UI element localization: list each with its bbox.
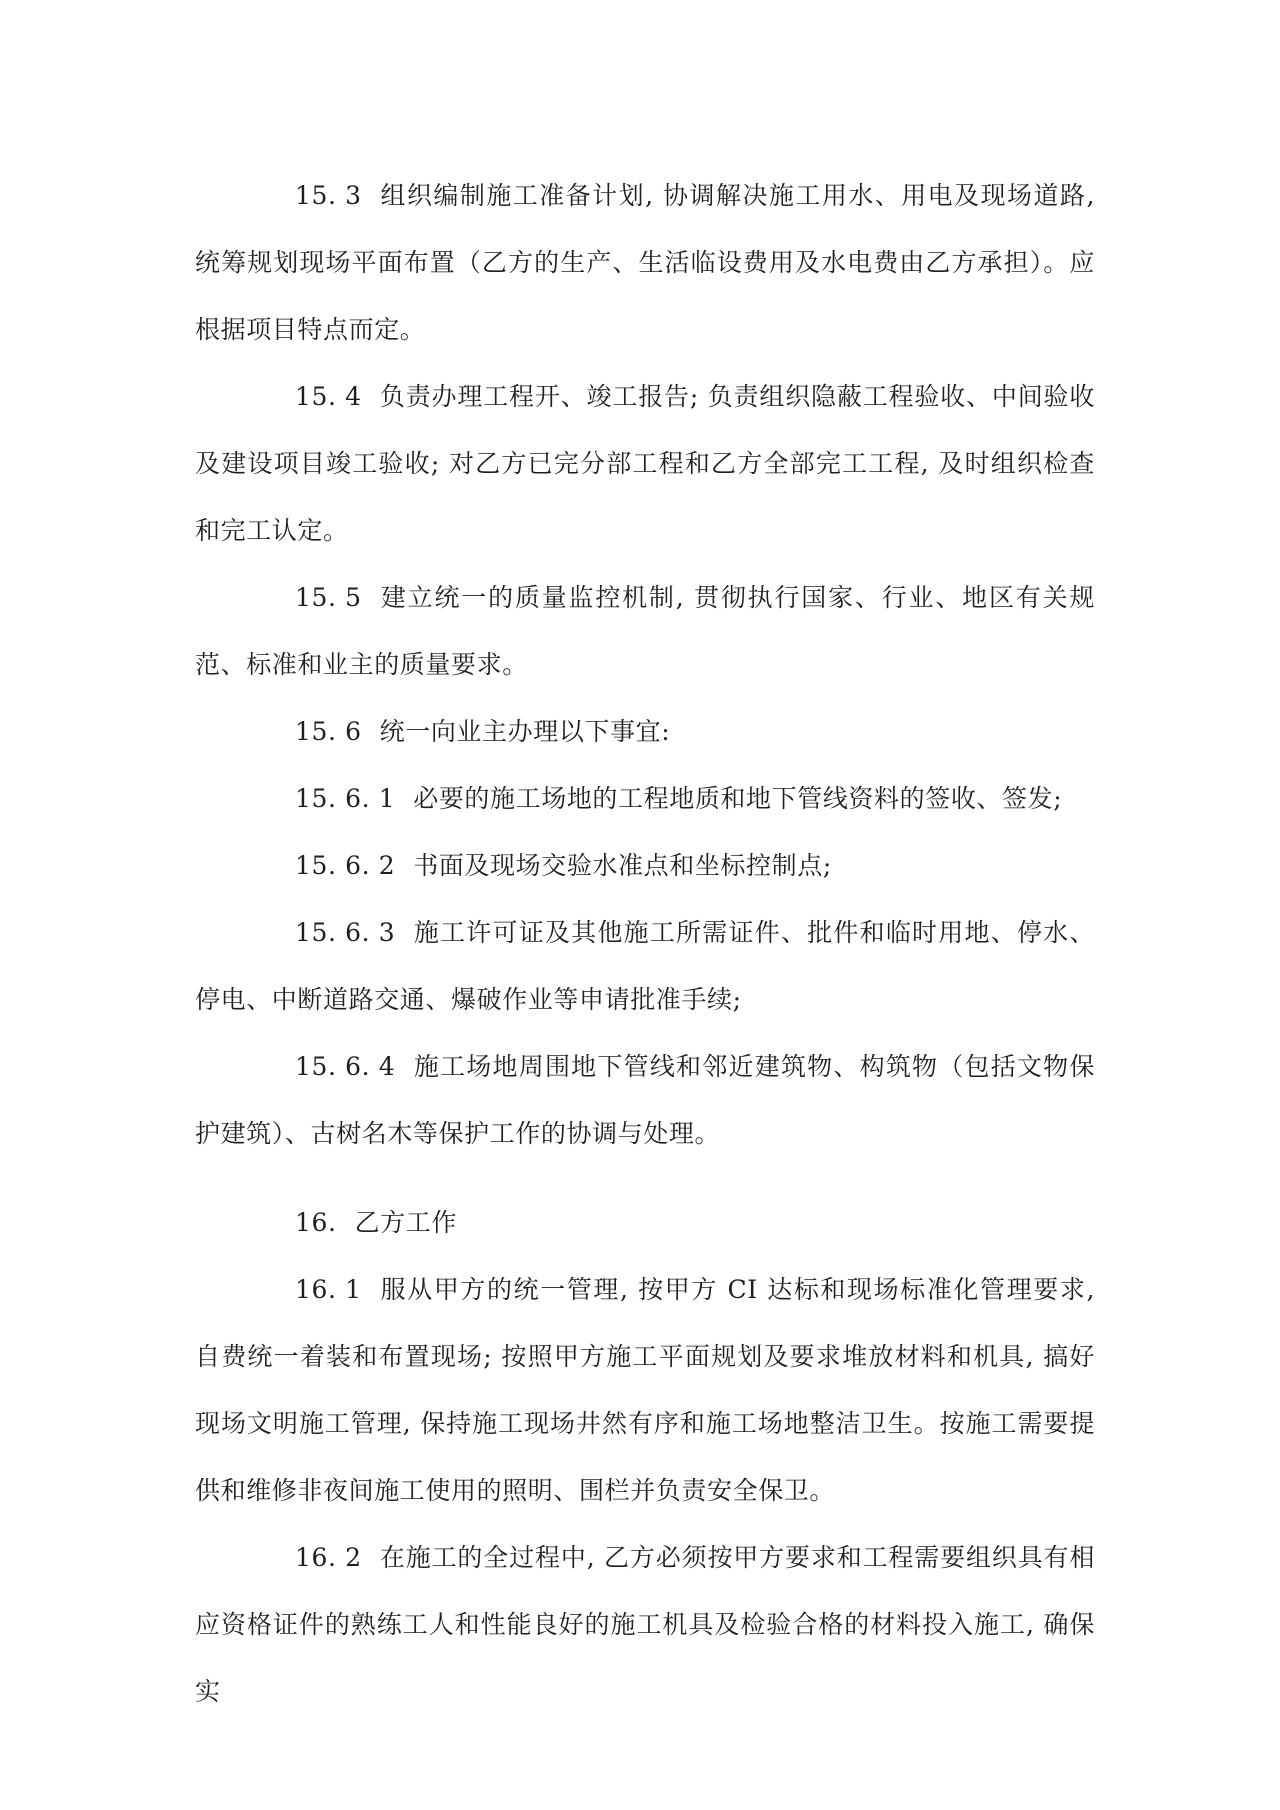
clause-15-6-2 [195, 832, 1095, 899]
clause-number: 15. 3 [295, 181, 362, 210]
clause-15-6-1 [195, 765, 1095, 832]
clause-number: 15. 6. 1 [295, 784, 396, 813]
document-body [195, 162, 1095, 1725]
clause-15-3 [195, 162, 1095, 363]
clause-number: 15. 6. 2 [295, 851, 396, 880]
clause-text: 统一向业主办理以下事宜: [379, 717, 671, 746]
clause-number: 15. 4 [295, 382, 362, 411]
clause-16-2 [195, 1524, 1095, 1725]
clause-text: 书面及现场交验水准点和坐标控制点; [413, 851, 832, 880]
section-number: 16. [295, 1208, 337, 1237]
clause-text: 必要的施工场地的工程地质和地下管线资料的签收、签发; [413, 784, 1063, 813]
clause-number: 16. 2 [295, 1543, 362, 1572]
clause-text: 负责办理工程开、竣工报告; 负责组织隐蔽工程验收、中间验收及建设项目竣工验收; 对乙方已完分部工程和乙方全部完工工程, 及时组织检查和完工认定。 [195, 382, 1095, 545]
clause-text: 建立统一的质量监控机制, 贯彻执行国家、行业、地区有关规范、标准和业主的质量要求。 [195, 583, 1095, 679]
clause-text: 施工许可证及其他施工所需证件、批件和临时用地、停水、停电、中断道路交通、爆破作业等申请批准手续; [195, 918, 1095, 1014]
clause-number: 15. 5 [295, 583, 362, 612]
clause-16-1 [195, 1256, 1095, 1524]
clause-15-4 [195, 363, 1095, 564]
section-title: 乙方工作 [354, 1208, 457, 1237]
clause-15-6 [195, 698, 1095, 765]
clause-text: 服从甲方的统一管理, 按甲方 CI 达标和现场标准化管理要求, 自费统一着装和布置现场; 按照甲方施工平面规划及要求堆放材料和机具, 搞好现场文明施工管理, 保持施工现场井然有序和施工场地整洁卫生。按施工需要提供和维修非夜间施工使用的照明、围栏并负责安全保卫。 [195, 1275, 1095, 1505]
clause-number: 15. 6 [295, 717, 362, 746]
clause-number: 15. 6. 3 [295, 918, 396, 947]
clause-number: 15. 6. 4 [295, 1052, 396, 1081]
clause-15-6-3 [195, 899, 1095, 1033]
clause-15-6-4 [195, 1033, 1095, 1167]
clause-text: 施工场地周围地下管线和邻近建筑物、构筑物（包括文物保护建筑）、古树名木等保护工作的协调与处理。 [195, 1052, 1095, 1148]
section-16-heading [195, 1189, 1095, 1256]
clause-text: 组织编制施工准备计划, 协调解决施工用水、用电及现场道路, 统筹规划现场平面布置（乙方的生产、生活临设费用及水电费由乙方承担）。应根据项目特点而定。 [195, 181, 1095, 344]
clause-15-5 [195, 564, 1095, 698]
clause-number: 16. 1 [295, 1275, 362, 1304]
clause-text: 在施工的全过程中, 乙方必须按甲方要求和工程需要组织具有相应资格证件的熟练工人和性能良好的施工机具及检验合格的材料投入施工, 确保实 [195, 1543, 1095, 1706]
